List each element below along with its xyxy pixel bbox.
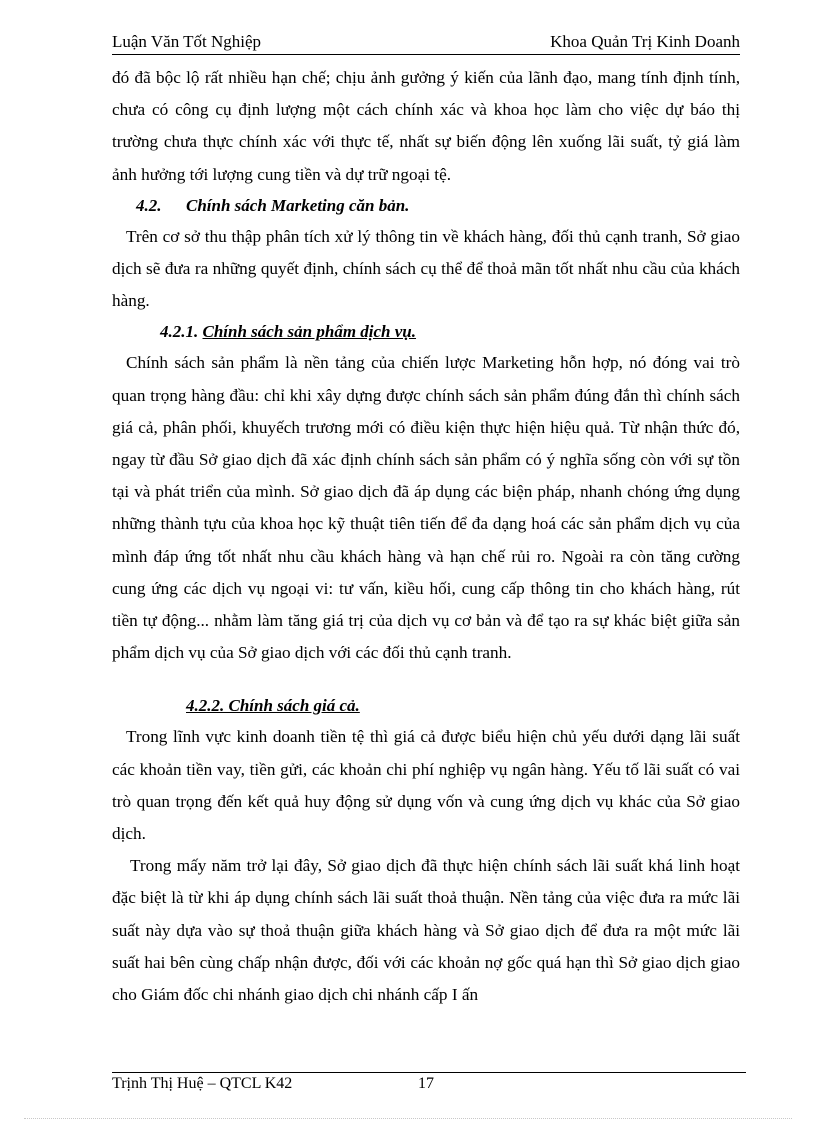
section-heading-4-2-2: [112, 691, 740, 721]
page-header: [112, 32, 740, 55]
paragraph-product-policy: Chính sách sản phẩm là nền tảng của chiến lược Marketing hỗn hợp, nó đóng vai trò quan trọng hàng đầu: chỉ khi xây dựng được chính sách sản phẩm đúng đắn thì chính sách giá cả, phân phối, khuyếch trương mới có điều kiện thực hiện hiệu quả. Từ nhận thức đó, ngay từ đầu Sở giao dịch đã xác định chính sách sản phẩm có ý nghĩa sống còn với sự tồn tại và phát triển của mình. Sở giao dịch đã áp dụng các biện pháp, nhanh chóng ứng dụng những thành tựu của khoa học kỹ thuật tiên tiến để đa dạng hoá các sản phẩm dịch vụ của mình đáp ứng tốt nhất nhu cầu khách hàng và hạn chế rủi ro. Ngoài ra còn tăng cường cung ứng các dịch vụ ngoại vi: tư vấn, kiều hối, cung cấp thông tin cho khách hàng, rút tiền tự động... nhằm làm tăng giá trị của dịch vụ cơ bản và để tạo ra sự khác biệt giữa sản phẩm dịch vụ của Sở giao dịch với các đối thủ cạnh tranh.: [112, 353, 740, 663]
footer-author: Trịnh Thị Huệ – QTCL K42: [112, 1075, 293, 1092]
section-heading-4-2: [112, 191, 740, 221]
section-title: Chính sách Marketing căn bản.: [186, 195, 410, 215]
section-number: 4.2.: [136, 195, 162, 215]
section-number: 4.2.1.: [160, 322, 199, 342]
paragraph-marketing-basic: Trên cơ sở thu thập phân tích xử lý thông tin về khách hàng, đối thủ cạnh tranh, Sở giao dịch sẽ đưa ra những quyết định, chính sách cụ thể để thoả mãn tốt nhất nhu cầu của khách hàng.: [112, 226, 740, 311]
paragraph-price-policy-1: Trong lĩnh vực kinh doanh tiền tệ thì giá cả được biểu hiện chủ yếu dưới dạng lãi suất các khoản tiền vay, tiền gửi, các khoản chi phí nghiệp vụ ngân hàng. Yếu tố lãi suất có vai trò quan trọng đến kết quả huy động sử dụng vốn và cung ứng dịch vụ khác của Sở giao dịch.: [112, 727, 740, 844]
section-heading-4-2-1: [112, 317, 740, 347]
header-thesis-title: Luận Văn Tốt Nghiệp: [112, 32, 262, 51]
page-edge-divider: [24, 1118, 792, 1119]
section-title: Chính sách sản phẩm dịch vụ.: [202, 322, 417, 342]
section-title: 4.2.2. Chính sách giá cả.: [186, 696, 360, 716]
header-faculty: Khoa Quản Trị Kinh Doanh: [550, 32, 740, 51]
document-body: [112, 62, 740, 1011]
page-number: 17: [418, 1075, 434, 1092]
paragraph-intro: đó đã bộc lộ rất nhiều hạn chế; chịu ảnh gưởng ý kiến của lãnh đạo, mang tính định tính, chưa có công cụ định lượng một cách chính xác và khoa học làm cho việc dự báo thị trường chưa thực chính xác với thực tế, nhất sự biến động lên xuống lãi suất, tỷ giá làm ảnh hưởng tới lượng cung tiền và dự trữ ngoại tệ.: [112, 68, 740, 184]
page-footer: [112, 1072, 746, 1092]
paragraph-price-policy-2: Trong mấy năm trở lại đây, Sở giao dịch đã thực hiện chính sách lãi suất khá linh hoạt đặc biệt là từ khi áp dụng chính sách lãi suất thoả thuận. Nền tảng của việc đưa ra mức lãi suất này dựa vào sự thoả thuận giữa khách hàng và Sở giao dịch để đưa ra một mức lãi suất hai bên cùng chấp nhận được, đối với các khoản nợ gốc quá hạn thì Sở giao dịch giao cho Giám đốc chi nhánh giao dịch chi nhánh cấp I ấn: [112, 856, 740, 1005]
